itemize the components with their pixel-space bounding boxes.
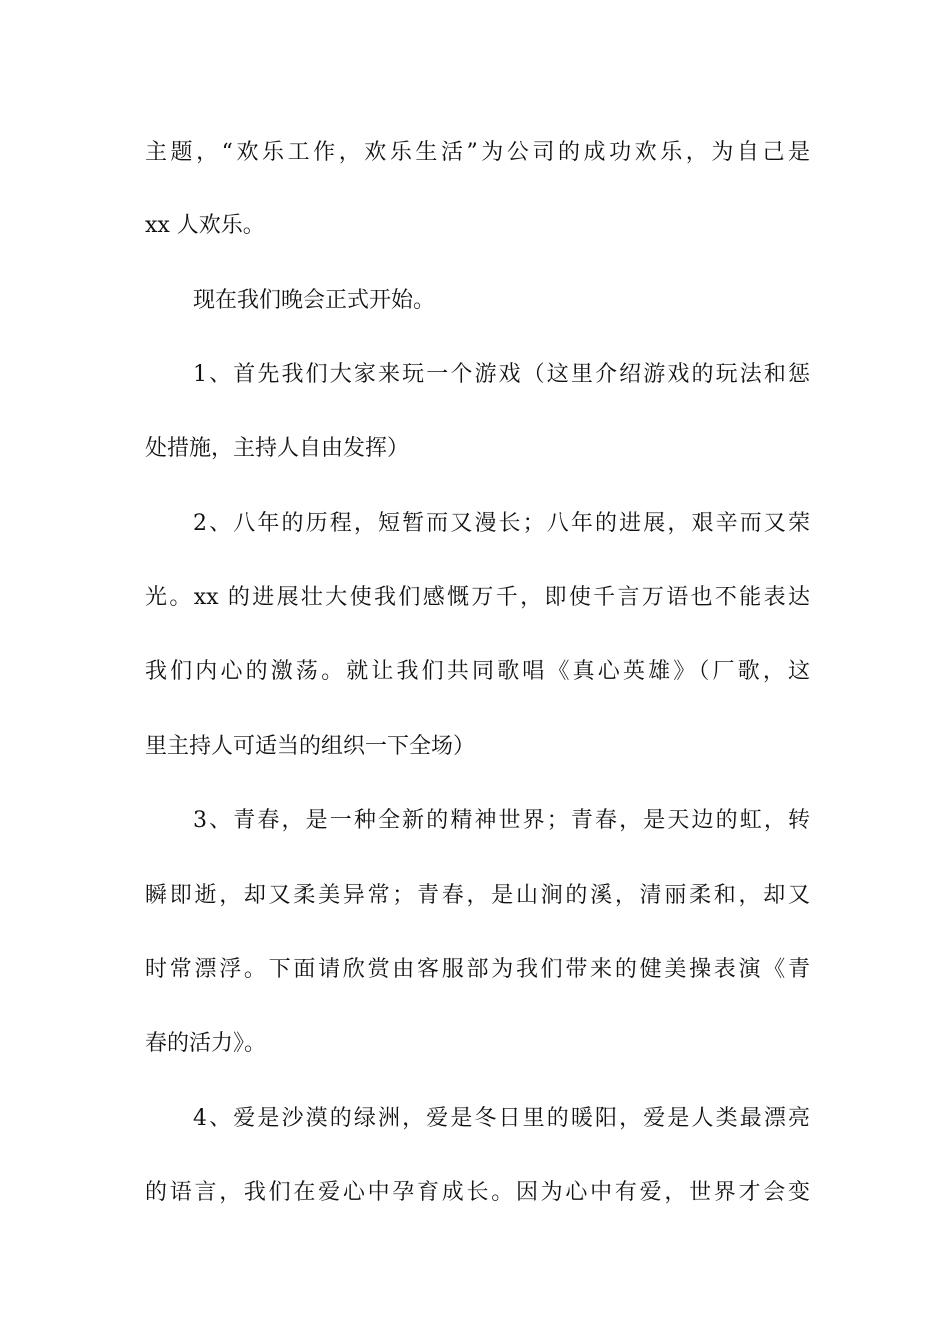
paragraph-start-line: 2、八年的历程，短暂而又漫长；八年的进展，艰辛而又荣 bbox=[193, 511, 810, 536]
text-line: 处措施，主持人自由发挥） bbox=[145, 436, 410, 461]
text-line: 的语言，我们在爱心中孕育成长。因为心中有爱，世界才会变 bbox=[145, 1180, 810, 1205]
text-line: 时常漂浮。下面请欣赏由客服部为我们带来的健美操表演《青 bbox=[145, 957, 810, 982]
paragraph-start-line: 现在我们晚会正式开始。 bbox=[193, 288, 436, 313]
text-line: 我们内心的激荡。就让我们共同歌唱《真心英雄》（厂歌，这 bbox=[145, 659, 810, 684]
text-line: 光。xx 的进展壮大使我们感慨万千，即使千言万语也不能表达 bbox=[145, 585, 810, 610]
paragraph-start-line: 1、首先我们大家来玩一个游戏（这里介绍游戏的玩法和惩 bbox=[193, 362, 810, 387]
text-line: xx 人欢乐。 bbox=[145, 213, 265, 238]
text-line: 主题，“欢乐工作，欢乐生活”为公司的成功欢乐，为自己是 bbox=[145, 140, 810, 165]
text-line: 春的活力》。 bbox=[145, 1031, 267, 1056]
paragraph-start-line: 4、爱是沙漠的绿洲，爱是冬日里的暖阳，爱是人类最漂亮 bbox=[193, 1106, 810, 1131]
text-line: 里主持人可适当的组织一下全场） bbox=[145, 734, 476, 759]
paragraph-start-line: 3、青春，是一种全新的精神世界；青春，是天边的虹，转 bbox=[193, 808, 810, 833]
text-line: 瞬即逝，却又柔美异常；青春，是山涧的溪，清丽柔和，却又 bbox=[145, 883, 810, 908]
